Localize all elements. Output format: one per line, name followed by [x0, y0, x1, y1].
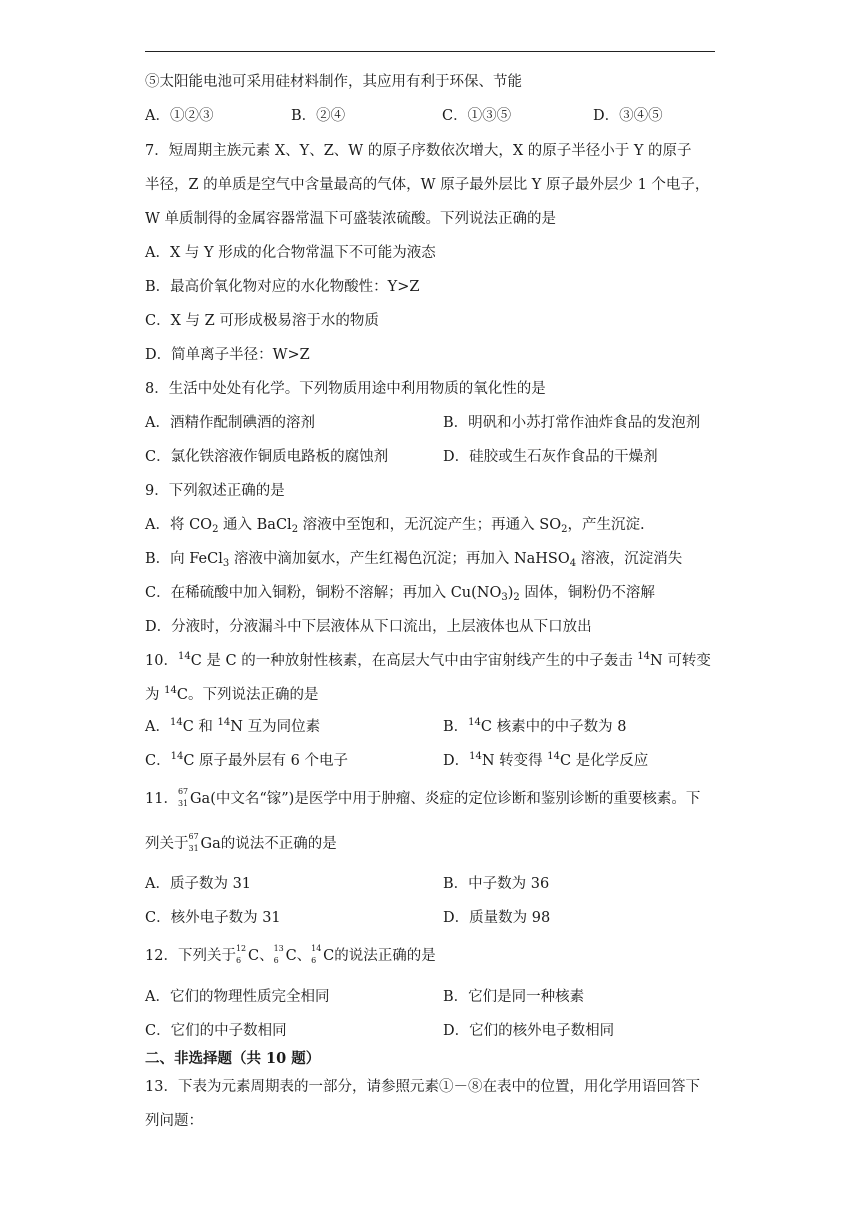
- q12-option-a: A．它们的物理性质完全相同: [145, 989, 330, 1005]
- q6-options: [145, 106, 663, 126]
- q6-statement-5: ⑤太阳能电池可采用硅材料制作，其应用有利于环保、节能: [145, 74, 522, 90]
- q10-option-c: C．$^{14}$C 原子最外层有 6 个电子: [145, 751, 348, 769]
- q11-option-b: B．中子数为 36: [443, 876, 550, 892]
- q7-stem-line-3: W 单质制得的金属容器常温下可盛装浓硫酸。下列说法正确的是: [145, 211, 557, 227]
- q7-option-a: A．X 与 Y 形成的化合物常温下不可能为液态: [145, 245, 436, 261]
- q10-stem-line-1: 10．$^{14}$C 是 C 的一种放射性核素，在高层大气中由宇宙射线产生的中子轰击 $^{14}$N 可转变: [145, 651, 711, 669]
- q9-option-c: C．在稀硫酸中加入铜粉，铜粉不溶解；再加入 $Cu(NO_3)_2$ 固体，铜粉仍不溶解: [145, 585, 655, 603]
- q6-option-c: C．①③⑤: [442, 108, 512, 124]
- q12-option-c: C．它们的中子数相同: [145, 1023, 287, 1039]
- q11-option-d: D．质量数为 98: [443, 910, 551, 926]
- q7-option-c: C．X 与 Z 可形成极易溶于水的物质: [145, 313, 379, 329]
- nuclide-ga67: 67 31: [177, 787, 189, 808]
- q12-stem: 12．下列关于 12 6 C、 13 6 C、 14 6 C的说法正确的是: [145, 944, 436, 965]
- q11-stem-line-1: 11． 67 31 Ga(中文名“镓”)是医学中用于肿瘤、炎症的定位诊断和鉴别诊断的重要核素。下: [145, 787, 701, 808]
- q6-option-a: A．①②③: [145, 108, 214, 124]
- q7-option-d: D．简单离子半径：W>Z: [145, 347, 310, 363]
- q8-option-b: B．明矾和小苏打常作油炸食品的发泡剂: [443, 415, 701, 431]
- nuclide-c12: 12 6: [235, 944, 247, 965]
- q10-option-d: D．$^{14}$N 转变得 $^{14}$C 是化学反应: [443, 751, 649, 769]
- q9-stem: 9．下列叙述正确的是: [145, 483, 285, 499]
- q8-option-a: A．酒精作配制碘酒的溶剂: [145, 415, 315, 431]
- q13-stem-line-2: 列问题：: [145, 1113, 203, 1129]
- q10-option-a: A．$^{14}$C 和 $^{14}$N 互为同位素: [145, 717, 321, 735]
- q8-option-d: D．硅胶或生石灰作食品的干燥剂: [443, 449, 658, 465]
- q12-option-b: B．它们是同一种核素: [443, 989, 585, 1005]
- q12-option-d: D．它们的核外电子数相同: [443, 1023, 615, 1039]
- q7-stem-line-2: 半径，Z 的单质是空气中含量最高的气体，W 原子最外层比 Y 原子最外层少 1 个电子，: [145, 177, 710, 193]
- nuclide-ga67: 67 31: [188, 832, 199, 853]
- q7-option-b: B．最高价氧化物对应的水化物酸性：Y>Z: [145, 279, 420, 295]
- q6-option-b: B．②④: [291, 108, 346, 124]
- nuclide-c13: 13 6: [273, 944, 284, 965]
- q9-option-a: A．将 $CO_2$ 通入 BaCl$_2$ 溶液中至饱和，无沉淀产生；再通入 $SO_2$，产生沉淀.: [145, 517, 645, 535]
- q6-option-d: D．③④⑤: [593, 108, 663, 124]
- q10-stem-line-2: 为 $^{14}$C。下列说法正确的是: [145, 685, 319, 703]
- q7-stem-line-1: 7．短周期主族元素 X、Y、Z、W 的原子序数依次增大，X 的原子半径小于 Y 的原子: [145, 143, 692, 159]
- q10-option-b: B．$^{14}$C 核素中的中子数为 8: [443, 717, 627, 735]
- header-rule: [145, 51, 715, 52]
- q9-option-d: D．分液时，分液漏斗中下层液体从下口流出，上层液体也从下口放出: [145, 619, 592, 635]
- q11-option-a: A．质子数为 31: [145, 876, 252, 892]
- q11-option-c: C．核外电子数为 31: [145, 910, 281, 926]
- q8-option-c: C．氯化铁溶液作铜质电路板的腐蚀剂: [145, 449, 389, 465]
- section-heading: 二、非选择题（共 10 题）: [145, 1050, 321, 1067]
- q11-stem-line-2: 列关于 67 31 Ga的说法不正确的是: [145, 832, 337, 853]
- nuclide-c14: 14 6: [311, 944, 322, 965]
- q9-option-b: B．向 FeCl$_3$ 溶液中滴加氨水，产生红褐色沉淀；再加入 NaHSO$_4$ 溶液，沉淀消失: [145, 551, 683, 569]
- q13-stem-line-1: 13．下表为元素周期表的一部分，请参照元素①－⑧在表中的位置，用化学用语回答下: [145, 1079, 700, 1095]
- q8-stem: 8．生活中处处有化学。下列物质用途中利用物质的氧化性的是: [145, 381, 546, 397]
